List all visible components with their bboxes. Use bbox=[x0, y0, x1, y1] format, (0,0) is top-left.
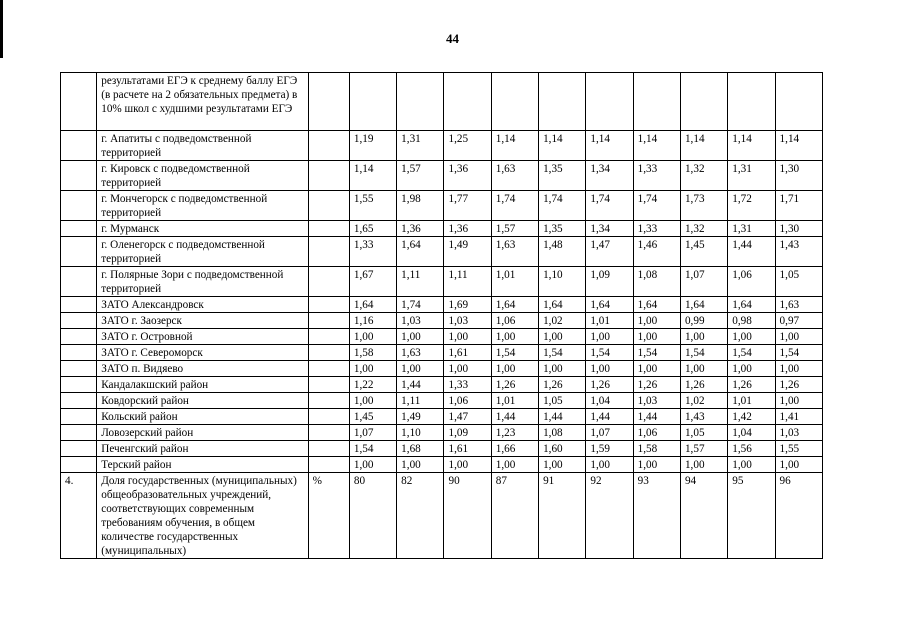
row-number-cell bbox=[61, 441, 97, 457]
unit-cell bbox=[308, 329, 349, 345]
value-cell bbox=[680, 73, 727, 131]
value-cell: 0,98 bbox=[728, 313, 775, 329]
value-cell: 1,07 bbox=[349, 425, 396, 441]
indicator-name-cell: Доля государственных (муниципальных) общеобразовательных учреждений, соответствующих современным требованиям обучения, в общем количестве государственных (муниципальных) bbox=[97, 473, 308, 559]
value-cell: 1,47 bbox=[586, 237, 633, 267]
value-cell: 1,33 bbox=[633, 221, 680, 237]
value-cell: 1,64 bbox=[539, 297, 586, 313]
value-cell: 1,54 bbox=[680, 345, 727, 361]
value-cell: 91 bbox=[539, 473, 586, 559]
indicator-name-cell: ЗАТО г. Североморск bbox=[97, 345, 308, 361]
value-cell: 1,63 bbox=[491, 237, 538, 267]
value-cell: 1,08 bbox=[539, 425, 586, 441]
value-cell: 0,97 bbox=[775, 313, 822, 329]
value-cell: 1,64 bbox=[397, 237, 444, 267]
unit-cell bbox=[308, 221, 349, 237]
table-row bbox=[61, 313, 823, 329]
table-row bbox=[61, 361, 823, 377]
value-cell: 1,00 bbox=[349, 393, 396, 409]
value-cell: 1,07 bbox=[680, 267, 727, 297]
table-row bbox=[61, 161, 823, 191]
value-cell: 1,00 bbox=[539, 329, 586, 345]
value-cell: 1,58 bbox=[349, 345, 396, 361]
table-row bbox=[61, 441, 823, 457]
value-cell: 93 bbox=[633, 473, 680, 559]
value-cell: 1,41 bbox=[775, 409, 822, 425]
value-cell: 1,34 bbox=[586, 161, 633, 191]
value-cell: 1,42 bbox=[728, 409, 775, 425]
value-cell: 1,64 bbox=[349, 297, 396, 313]
value-cell: 1,09 bbox=[586, 267, 633, 297]
value-cell: 1,58 bbox=[633, 441, 680, 457]
value-cell: 1,56 bbox=[728, 441, 775, 457]
table-row bbox=[61, 297, 823, 313]
table-row bbox=[61, 425, 823, 441]
indicator-name-cell: ЗАТО Александровск bbox=[97, 297, 308, 313]
value-cell: 1,06 bbox=[444, 393, 491, 409]
value-cell: 1,26 bbox=[491, 377, 538, 393]
table-row bbox=[61, 473, 823, 559]
value-cell bbox=[586, 73, 633, 131]
indicator-name-cell: г. Оленегорск с подведомственной территорией bbox=[97, 237, 308, 267]
value-cell: 1,35 bbox=[539, 161, 586, 191]
value-cell: 1,61 bbox=[444, 345, 491, 361]
value-cell: 1,55 bbox=[349, 191, 396, 221]
row-number-cell bbox=[61, 425, 97, 441]
value-cell: 1,26 bbox=[539, 377, 586, 393]
value-cell: 1,26 bbox=[680, 377, 727, 393]
value-cell: 1,46 bbox=[633, 237, 680, 267]
value-cell: 1,05 bbox=[680, 425, 727, 441]
value-cell: 1,44 bbox=[633, 409, 680, 425]
table-row bbox=[61, 191, 823, 221]
row-number-cell bbox=[61, 313, 97, 329]
unit-cell bbox=[308, 361, 349, 377]
value-cell: 1,33 bbox=[349, 237, 396, 267]
value-cell: 1,44 bbox=[586, 409, 633, 425]
value-cell: 1,35 bbox=[539, 221, 586, 237]
value-cell: 1,00 bbox=[491, 361, 538, 377]
value-cell: 1,09 bbox=[444, 425, 491, 441]
table-row bbox=[61, 345, 823, 361]
indicator-name-cell: г. Кировск с подведомственной территорией bbox=[97, 161, 308, 191]
value-cell: 1,49 bbox=[444, 237, 491, 267]
page-number: 44 bbox=[446, 31, 459, 46]
value-cell: 1,64 bbox=[633, 297, 680, 313]
value-cell: 1,59 bbox=[586, 441, 633, 457]
value-cell: 1,10 bbox=[397, 425, 444, 441]
indicator-name-cell: г. Полярные Зори с подведомственной территорией bbox=[97, 267, 308, 297]
unit-cell bbox=[308, 161, 349, 191]
value-cell: 1,33 bbox=[633, 161, 680, 191]
row-number-cell bbox=[61, 409, 97, 425]
value-cell: 1,00 bbox=[397, 457, 444, 473]
value-cell: 1,00 bbox=[633, 361, 680, 377]
value-cell: 1,54 bbox=[491, 345, 538, 361]
value-cell: 1,32 bbox=[680, 221, 727, 237]
value-cell: 1,00 bbox=[349, 329, 396, 345]
value-cell: 1,77 bbox=[444, 191, 491, 221]
value-cell: 1,06 bbox=[728, 267, 775, 297]
value-cell: 1,08 bbox=[633, 267, 680, 297]
value-cell: 1,01 bbox=[728, 393, 775, 409]
value-cell: 1,36 bbox=[397, 221, 444, 237]
unit-cell bbox=[308, 237, 349, 267]
unit-cell bbox=[308, 297, 349, 313]
table-row bbox=[61, 409, 823, 425]
value-cell bbox=[491, 73, 538, 131]
value-cell: 1,68 bbox=[397, 441, 444, 457]
indicator-name-cell: Терский район bbox=[97, 457, 308, 473]
value-cell: 1,00 bbox=[775, 329, 822, 345]
value-cell: 1,10 bbox=[539, 267, 586, 297]
row-number-cell bbox=[61, 329, 97, 345]
value-cell: 1,71 bbox=[775, 191, 822, 221]
value-cell: 1,06 bbox=[491, 313, 538, 329]
row-number-cell bbox=[61, 345, 97, 361]
value-cell: 1,03 bbox=[775, 425, 822, 441]
indicator-name-cell: Кандалакшский район bbox=[97, 377, 308, 393]
value-cell: 1,36 bbox=[444, 161, 491, 191]
value-cell: 1,64 bbox=[586, 297, 633, 313]
value-cell: 90 bbox=[444, 473, 491, 559]
unit-cell bbox=[308, 457, 349, 473]
value-cell bbox=[728, 73, 775, 131]
value-cell: 1,00 bbox=[775, 393, 822, 409]
value-cell: 1,45 bbox=[680, 237, 727, 267]
value-cell: 1,00 bbox=[775, 457, 822, 473]
value-cell: 1,60 bbox=[539, 441, 586, 457]
indicator-name-cell: г. Мурманск bbox=[97, 221, 308, 237]
value-cell: 1,00 bbox=[397, 329, 444, 345]
indicator-name-cell: Кольский район bbox=[97, 409, 308, 425]
value-cell: 1,00 bbox=[728, 329, 775, 345]
value-cell: 96 bbox=[775, 473, 822, 559]
value-cell: 1,30 bbox=[775, 221, 822, 237]
value-cell: 1,00 bbox=[349, 457, 396, 473]
value-cell: 95 bbox=[728, 473, 775, 559]
value-cell: 1,31 bbox=[728, 221, 775, 237]
value-cell: 1,22 bbox=[349, 377, 396, 393]
value-cell: 1,44 bbox=[728, 237, 775, 267]
value-cell: 1,63 bbox=[397, 345, 444, 361]
value-cell bbox=[633, 73, 680, 131]
value-cell: 1,34 bbox=[586, 221, 633, 237]
value-cell: 1,31 bbox=[728, 161, 775, 191]
value-cell: 1,49 bbox=[397, 409, 444, 425]
value-cell: 1,00 bbox=[728, 457, 775, 473]
indicator-name-cell: ЗАТО п. Видяево bbox=[97, 361, 308, 377]
row-number-cell: 4. bbox=[61, 473, 97, 559]
value-cell: 1,14 bbox=[680, 131, 727, 161]
value-cell: 1,63 bbox=[775, 297, 822, 313]
unit-cell bbox=[308, 425, 349, 441]
unit-cell bbox=[308, 377, 349, 393]
row-number-cell bbox=[61, 221, 97, 237]
unit-cell bbox=[308, 409, 349, 425]
value-cell: 1,00 bbox=[775, 361, 822, 377]
row-number-cell bbox=[61, 237, 97, 267]
value-cell: 1,74 bbox=[397, 297, 444, 313]
indicator-name-cell: Печенгский район bbox=[97, 441, 308, 457]
value-cell: 1,23 bbox=[491, 425, 538, 441]
value-cell: 1,00 bbox=[539, 457, 586, 473]
value-cell: 1,00 bbox=[633, 329, 680, 345]
indicator-name-cell: результатами ЕГЭ к среднему баллу ЕГЭ (в расчете на 2 обязательных предмета) в 10% школ с худшими результатами ЕГЭ bbox=[97, 73, 308, 131]
value-cell: 1,73 bbox=[680, 191, 727, 221]
value-cell: 1,67 bbox=[349, 267, 396, 297]
value-cell: 94 bbox=[680, 473, 727, 559]
indicator-name-cell: г. Мончегорск с подведомственной территорией bbox=[97, 191, 308, 221]
value-cell: 1,66 bbox=[491, 441, 538, 457]
value-cell: 1,14 bbox=[491, 131, 538, 161]
indicator-name-cell: г. Апатиты с подведомственной территорией bbox=[97, 131, 308, 161]
value-cell: 1,04 bbox=[586, 393, 633, 409]
value-cell: 1,65 bbox=[349, 221, 396, 237]
value-cell: 1,74 bbox=[539, 191, 586, 221]
value-cell: 1,03 bbox=[633, 393, 680, 409]
row-number-cell bbox=[61, 457, 97, 473]
row-number-cell bbox=[61, 73, 97, 131]
value-cell: 1,16 bbox=[349, 313, 396, 329]
value-cell: 1,64 bbox=[680, 297, 727, 313]
value-cell: 1,00 bbox=[586, 361, 633, 377]
value-cell: 1,54 bbox=[539, 345, 586, 361]
value-cell: 1,48 bbox=[539, 237, 586, 267]
value-cell: 1,47 bbox=[444, 409, 491, 425]
table-row bbox=[61, 131, 823, 161]
value-cell: 1,00 bbox=[680, 361, 727, 377]
value-cell: 1,57 bbox=[491, 221, 538, 237]
value-cell: 1,14 bbox=[349, 161, 396, 191]
value-cell: 1,00 bbox=[539, 361, 586, 377]
value-cell: 1,57 bbox=[680, 441, 727, 457]
value-cell: 1,00 bbox=[491, 457, 538, 473]
value-cell: 1,00 bbox=[444, 361, 491, 377]
value-cell: 1,11 bbox=[444, 267, 491, 297]
value-cell: 1,44 bbox=[397, 377, 444, 393]
unit-cell bbox=[308, 191, 349, 221]
unit-cell bbox=[308, 441, 349, 457]
row-number-cell bbox=[61, 377, 97, 393]
unit-cell bbox=[308, 131, 349, 161]
value-cell: 1,05 bbox=[775, 267, 822, 297]
value-cell: 1,00 bbox=[680, 457, 727, 473]
value-cell: 80 bbox=[349, 473, 396, 559]
value-cell: 1,98 bbox=[397, 191, 444, 221]
indicator-name-cell: Ловозерский район bbox=[97, 425, 308, 441]
value-cell: 1,00 bbox=[633, 313, 680, 329]
value-cell: 1,02 bbox=[680, 393, 727, 409]
value-cell: 1,00 bbox=[444, 457, 491, 473]
value-cell: 1,33 bbox=[444, 377, 491, 393]
value-cell: 82 bbox=[397, 473, 444, 559]
value-cell: 1,14 bbox=[586, 131, 633, 161]
row-number-cell bbox=[61, 297, 97, 313]
value-cell: 1,11 bbox=[397, 393, 444, 409]
value-cell bbox=[397, 73, 444, 131]
table-row bbox=[61, 457, 823, 473]
row-number-cell bbox=[61, 361, 97, 377]
value-cell: 1,00 bbox=[633, 457, 680, 473]
value-cell: 1,54 bbox=[633, 345, 680, 361]
value-cell: 1,36 bbox=[444, 221, 491, 237]
value-cell: 1,00 bbox=[728, 361, 775, 377]
value-cell: 1,55 bbox=[775, 441, 822, 457]
row-number-cell bbox=[61, 161, 97, 191]
table-body bbox=[61, 73, 823, 559]
value-cell: 1,01 bbox=[586, 313, 633, 329]
table-row bbox=[61, 237, 823, 267]
value-cell: 1,14 bbox=[728, 131, 775, 161]
unit-cell bbox=[308, 393, 349, 409]
value-cell bbox=[349, 73, 396, 131]
value-cell: 1,00 bbox=[491, 329, 538, 345]
row-number-cell bbox=[61, 131, 97, 161]
value-cell: 1,74 bbox=[633, 191, 680, 221]
value-cell: 1,00 bbox=[586, 329, 633, 345]
value-cell: 1,30 bbox=[775, 161, 822, 191]
table-row bbox=[61, 393, 823, 409]
value-cell: 1,03 bbox=[444, 313, 491, 329]
value-cell: 1,00 bbox=[586, 457, 633, 473]
value-cell: 1,02 bbox=[539, 313, 586, 329]
value-cell: 1,26 bbox=[633, 377, 680, 393]
value-cell: 1,14 bbox=[775, 131, 822, 161]
value-cell: 1,32 bbox=[680, 161, 727, 191]
row-number-cell bbox=[61, 191, 97, 221]
unit-cell: % bbox=[308, 473, 349, 559]
value-cell: 1,74 bbox=[586, 191, 633, 221]
value-cell: 1,69 bbox=[444, 297, 491, 313]
value-cell: 1,26 bbox=[775, 377, 822, 393]
value-cell: 1,01 bbox=[491, 393, 538, 409]
value-cell: 1,54 bbox=[586, 345, 633, 361]
value-cell: 1,05 bbox=[539, 393, 586, 409]
unit-cell bbox=[308, 313, 349, 329]
table-row bbox=[61, 267, 823, 297]
table-row bbox=[61, 377, 823, 393]
value-cell: 87 bbox=[491, 473, 538, 559]
table-row bbox=[61, 221, 823, 237]
value-cell: 1,26 bbox=[586, 377, 633, 393]
value-cell: 1,00 bbox=[397, 361, 444, 377]
indicator-table bbox=[60, 72, 823, 559]
value-cell: 1,61 bbox=[444, 441, 491, 457]
value-cell: 1,44 bbox=[491, 409, 538, 425]
value-cell: 1,54 bbox=[775, 345, 822, 361]
value-cell: 1,00 bbox=[349, 361, 396, 377]
value-cell: 1,54 bbox=[728, 345, 775, 361]
value-cell: 1,43 bbox=[680, 409, 727, 425]
value-cell: 1,11 bbox=[397, 267, 444, 297]
value-cell: 1,14 bbox=[633, 131, 680, 161]
value-cell: 1,31 bbox=[397, 131, 444, 161]
row-number-cell bbox=[61, 267, 97, 297]
value-cell: 1,26 bbox=[728, 377, 775, 393]
value-cell bbox=[539, 73, 586, 131]
value-cell: 92 bbox=[586, 473, 633, 559]
value-cell: 1,00 bbox=[444, 329, 491, 345]
value-cell: 1,64 bbox=[728, 297, 775, 313]
value-cell: 0,99 bbox=[680, 313, 727, 329]
table-row bbox=[61, 329, 823, 345]
value-cell: 1,07 bbox=[586, 425, 633, 441]
page-edge-mark bbox=[0, 0, 3, 58]
value-cell: 1,00 bbox=[680, 329, 727, 345]
value-cell: 1,01 bbox=[491, 267, 538, 297]
unit-cell bbox=[308, 345, 349, 361]
row-number-cell bbox=[61, 393, 97, 409]
value-cell: 1,43 bbox=[775, 237, 822, 267]
value-cell: 1,04 bbox=[728, 425, 775, 441]
indicator-name-cell: Ковдорский район bbox=[97, 393, 308, 409]
value-cell bbox=[444, 73, 491, 131]
value-cell: 1,64 bbox=[491, 297, 538, 313]
value-cell: 1,03 bbox=[397, 313, 444, 329]
unit-cell bbox=[308, 267, 349, 297]
value-cell: 1,54 bbox=[349, 441, 396, 457]
value-cell: 1,19 bbox=[349, 131, 396, 161]
value-cell: 1,63 bbox=[491, 161, 538, 191]
value-cell: 1,06 bbox=[633, 425, 680, 441]
value-cell: 1,57 bbox=[397, 161, 444, 191]
value-cell bbox=[775, 73, 822, 131]
value-cell: 1,25 bbox=[444, 131, 491, 161]
value-cell: 1,14 bbox=[539, 131, 586, 161]
table-row bbox=[61, 73, 823, 131]
unit-cell bbox=[308, 73, 349, 131]
value-cell: 1,45 bbox=[349, 409, 396, 425]
value-cell: 1,74 bbox=[491, 191, 538, 221]
indicator-name-cell: ЗАТО г. Заозерск bbox=[97, 313, 308, 329]
value-cell: 1,72 bbox=[728, 191, 775, 221]
value-cell: 1,44 bbox=[539, 409, 586, 425]
indicator-name-cell: ЗАТО г. Островной bbox=[97, 329, 308, 345]
